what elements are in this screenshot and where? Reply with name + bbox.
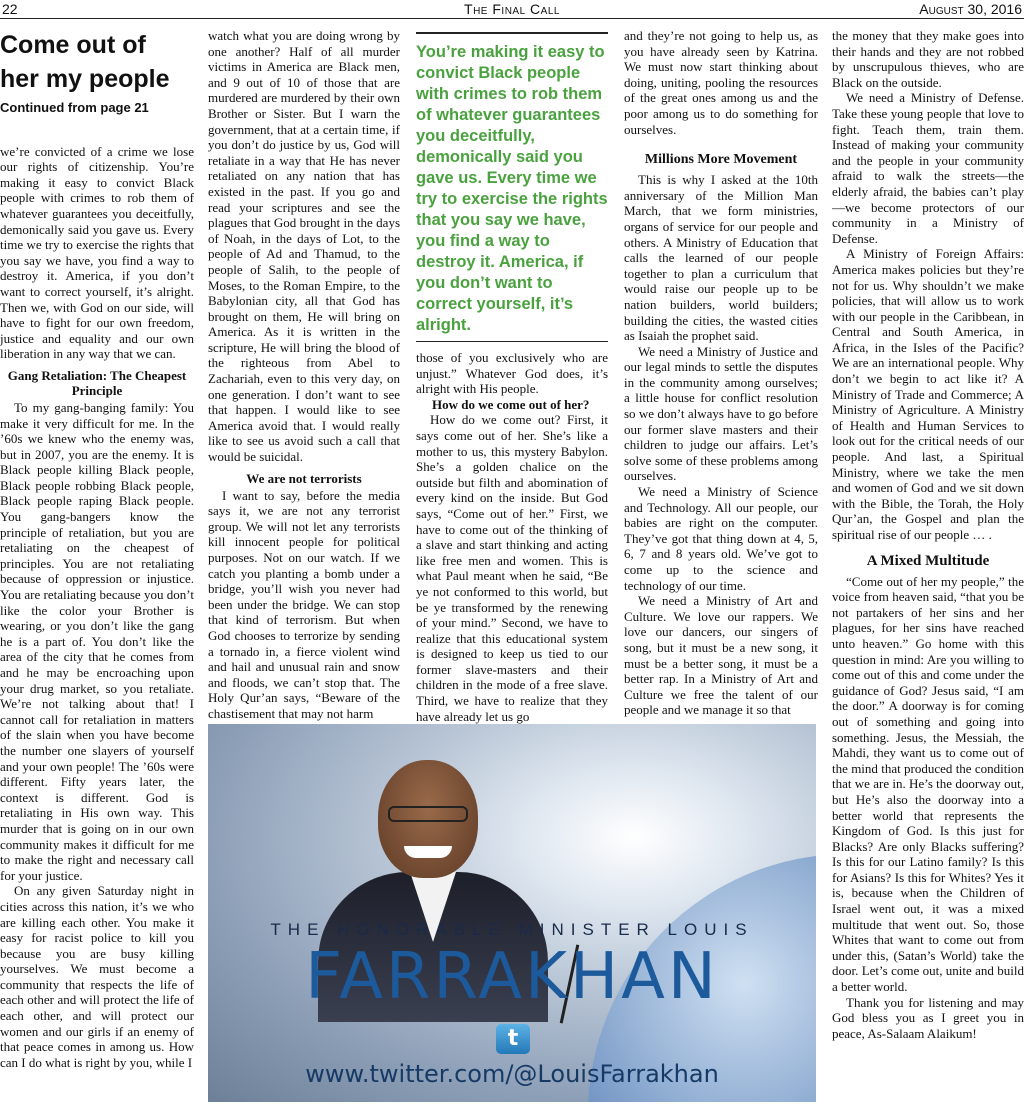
paragraph: I want to say, before the media says it, we are not any terrorist group. We will not let any terrorists kill innocent people for political purposes. Not on our watch. If we catch you planting a bomb under a bridge, you’ll wish you never had been under the bridge. We can stop that kind of terrorism. But when God chooses to terrorize by sending a tornado in, a fierce violent wind and hail and unusual rain and snow and floods, we can’t stop that. The Holy Qur’an says, “Beware of the chastisement that may not harm xyxy=(208,487,400,721)
paragraph: those of you exclusively who are unjust.” Whatever God does, it’s alright with His people. xyxy=(416,350,608,397)
subheading-millions-more: Millions More Movement xyxy=(644,152,798,168)
article-column-3 xyxy=(416,350,608,742)
article-column-1 xyxy=(0,28,194,1108)
twitter-icon: t xyxy=(496,1024,530,1054)
twitter-advertisement xyxy=(208,724,816,1102)
issue-date: August 30, 2016 xyxy=(919,1,1022,17)
paragraph: We need a Ministry of Justice and our legal minds to settle the disputes in the community among ourselves; a little house for conflict resolution so we don’t always have to go before our former slave masters and their children to judge our affairs. Let’s solve some of these problems among ourselves. xyxy=(624,343,818,484)
paragraph: the money that they make goes into their hands and they are not robbed by unscrupulous thieves, who are Black on the outside. xyxy=(832,28,1024,90)
smile xyxy=(404,846,452,858)
paragraph: We need a Ministry of Science and Technology. All our people, our babies are right on the computer. They’ve got that thing down at 4, 5, 6, 7 and 8 years old. We’ve got to come up to the science and technology of our time. xyxy=(624,484,818,593)
subheading-gang-retaliation: Gang Retaliation: The Cheapest Principle xyxy=(7,367,187,398)
pull-quote: You’re making it easy to convict Black people with crimes to rob them of whatever guarantees you deceitfully, demonically said you gave us. Every time we try to exercise the rights that you say we have, you find a way to destroy it. America, if you don’t want to correct yourself, it’s alright. xyxy=(416,32,608,342)
paragraph: This is why I asked at the 10th anniversary of the Million Man March, that we form ministries, organs of service for our people and others. A Ministry of Education that calls the learned of our people together to plan a curriculum that would raise our people up to be nation builders, world builders; building the cities, the wasted cities as Isaiah the prophet said. xyxy=(624,172,818,344)
paragraph: A Ministry of Foreign Affairs: America makes policies but they’re not for us. Why shouldn’t we make policies, that will allow us to work with our people in the Caribbean, in Central and South America, in Africa, in the Isles of the Pacific? We are an international people. Why don’t we begin to act like it? A Ministry of Trade and Commerce; A Ministry of Agriculture. A Ministry of Health and Human Services to look out for the critical needs of our people. And last, a Spiritual Ministry, where we take the men and women of God and we sit down with the Bible, the Torah, the Holy Qur’an, the Gospel and plan the spiritual rise of our people … . xyxy=(832,246,1024,542)
ad-name: FARRAKHAN xyxy=(305,940,719,1014)
subheading-mixed-multitude: A Mixed Multitude xyxy=(866,552,990,569)
paragraph: Thank you for listening and may God bless you as I greet you in peace, As-Salaam Alaikum! xyxy=(832,994,1024,1041)
ad-honorific: THE HONORABLE MINISTER LOUIS xyxy=(270,920,754,939)
paragraph: watch what you are doing wrong by one another? Half of all murder victims in America are Black men, and 9 out of 10 of those that are murdered are murdered by their own Brother or Sister. But I warn the government, that at a certain time, if you don’t do justice by us, God will retaliate in a way that He has never retaliated on any nation that has existed in the past. If you go and read your scriptures and see the plagues that God brought in the days of Noah, in the days of Lot, to the people of Ad and Thamud, to the people of Salih, to the people of Moses, to the Roman Empire, to the Babylonian city, all that God has brought on them, He will bring on America. As it is written in the scripture, He will bring the blood of the righteous from Abel to Zachariah, even to this very day, on one generation. I don’t want to see that happen. I would like to see America avoid that. I would really like to see us avoid such a call that would be suicidal. xyxy=(208,28,400,465)
paragraph: On any given Saturday night in cities across this nation, it’s we who are killing each other. You make it easy for racist police to kill you because you are busy killing yourselves. We must become a community that respects the life of each other and will protect the life of each other, and will protect our women and our girls if an enemy of that peace comes in among us. How can I do what is right by you, while I xyxy=(0,883,194,1070)
publication-name: The Final Call xyxy=(464,1,560,17)
paragraph: To my gang-banging family: You make it very difficult for me. In the ’60s we knew who the enemy was, but in 2007, you are the enemy. It is Black people killing Black people, Black people robbing Black people, Black people raping Black people. You gang-bangers know the principle of retaliation, but you are retaliating on the cheapest of principles. You are not retaliating because of oppression or injustice. You are retaliating because you don’t like the color your Brother is wearing, or you don’t like the gang he is a part of. You don’t like the area of the city that he comes from and he may be encroaching upon your drug market, so you retaliate. We’re not talking about that! I cannot call for retaliation in matters of the slain when you have become the number one slayers of yourself and your own people! The ’60s were different. Fifty years later, the context is different. God is retaliating in His own way. This murder that is going on in our own community makes it difficult for me to make the right and necessary call for your justice. xyxy=(0,399,194,883)
ad-twitter-url: www.twitter.com/@LouisFarrakhan xyxy=(305,1060,719,1088)
paragraph: “Come out of her my people,” the voice from heaven said, “that you be not partakers of her sins and her plagues, for her sins have reached unto heaven.” Go home with this question in mind: Are you willing to come out of this and come under the guidance of God? Jesus said, “I am the door.” A doorway is for coming out of something and going into something. Jesus, the Messiah, the Mahdi, they want us to come out of the mind that produced the condition that we are in. He’s the doorway out, but He’s also the doorway into a better world that represents the Kingdom of God. Is this just for Blacks? Are only Blacks suffering? Is this for our Latino family? Is this for Asians? Is this for Whites? Yes it is, because when the Children of Israel went out, it was a mixed multitude that went out. So, those Whites that want to come out from under this, (Satan’s World) take the door. Let’s come out, unite and build a better world. xyxy=(832,573,1024,995)
article-column-4 xyxy=(624,28,818,740)
subheading-not-terrorists: We are not terrorists xyxy=(246,470,362,486)
article-title-line-2: her my people xyxy=(0,65,170,93)
continued-note: Continued from page 21 xyxy=(0,100,149,115)
article-title-line-1: Come out of xyxy=(0,31,146,59)
page-header xyxy=(0,0,1024,19)
eyeglasses xyxy=(388,806,468,822)
paragraph: How do we come out? First, it says come out of her. She’s like a mother to us, this mystery Babylon. She’s a golden chalice on the outside but filth and abomination of every kind on the inside. But God says, “Come out of her.” First, we have to come out of the thinking of a slave and start thinking and acting like free men and women. This is what Paul meant when he said, “Be ye not conformed to this world, but be ye transformed by the renewing of your mind.” Second, we have to realize that this educational system is designed to keep us tied to our former slave-masters and their children in the mode of a free slave. Third, we have to realize that they have already let us go xyxy=(416,412,608,724)
paragraph: We need a Ministry of Defense. Take these young people that love to fight. Teach them, train them. Instead of making your community and the people in your community afraid to walk the streets—the elderly afraid, the babies can’t play—we become protectors of our community in a Ministry of Defense. xyxy=(832,90,1024,246)
article-column-5 xyxy=(832,28,1024,1108)
article-column-2 xyxy=(208,28,400,740)
paragraph: and they’re not going to help us, as you have already seen by Katrina. We must now start thinking about doing, uniting, pooling the resources of the great ones among us and the poor among us to do something for ourselves. xyxy=(624,28,818,137)
page-number: 22 xyxy=(2,1,18,17)
paragraph: we’re convicted of a crime we lose our rights of citizenship. You’re making it easy to convict Black people with crimes to rob them of whatever guarantees you deceitfully, demonically said you gave us. Every time we try to exercise the rights that you say we have, you find a way to destroy it. America, if you don’t want to correct yourself, it’s alright. Then we, with God on our side, will have to fight for our own freedom, justice and equality and our own liberation in any way that we can. xyxy=(0,143,194,362)
subheading-how-come-out: How do we come out of her? xyxy=(432,396,590,412)
paragraph: We need a Ministry of Art and Culture. We love our rappers. We love our dancers, our singers of song, but it must be a new song, it must be a better song, it must be a better rap. In a Ministry of Art and Culture we free the talent of our people and we manage it so that xyxy=(624,593,818,718)
